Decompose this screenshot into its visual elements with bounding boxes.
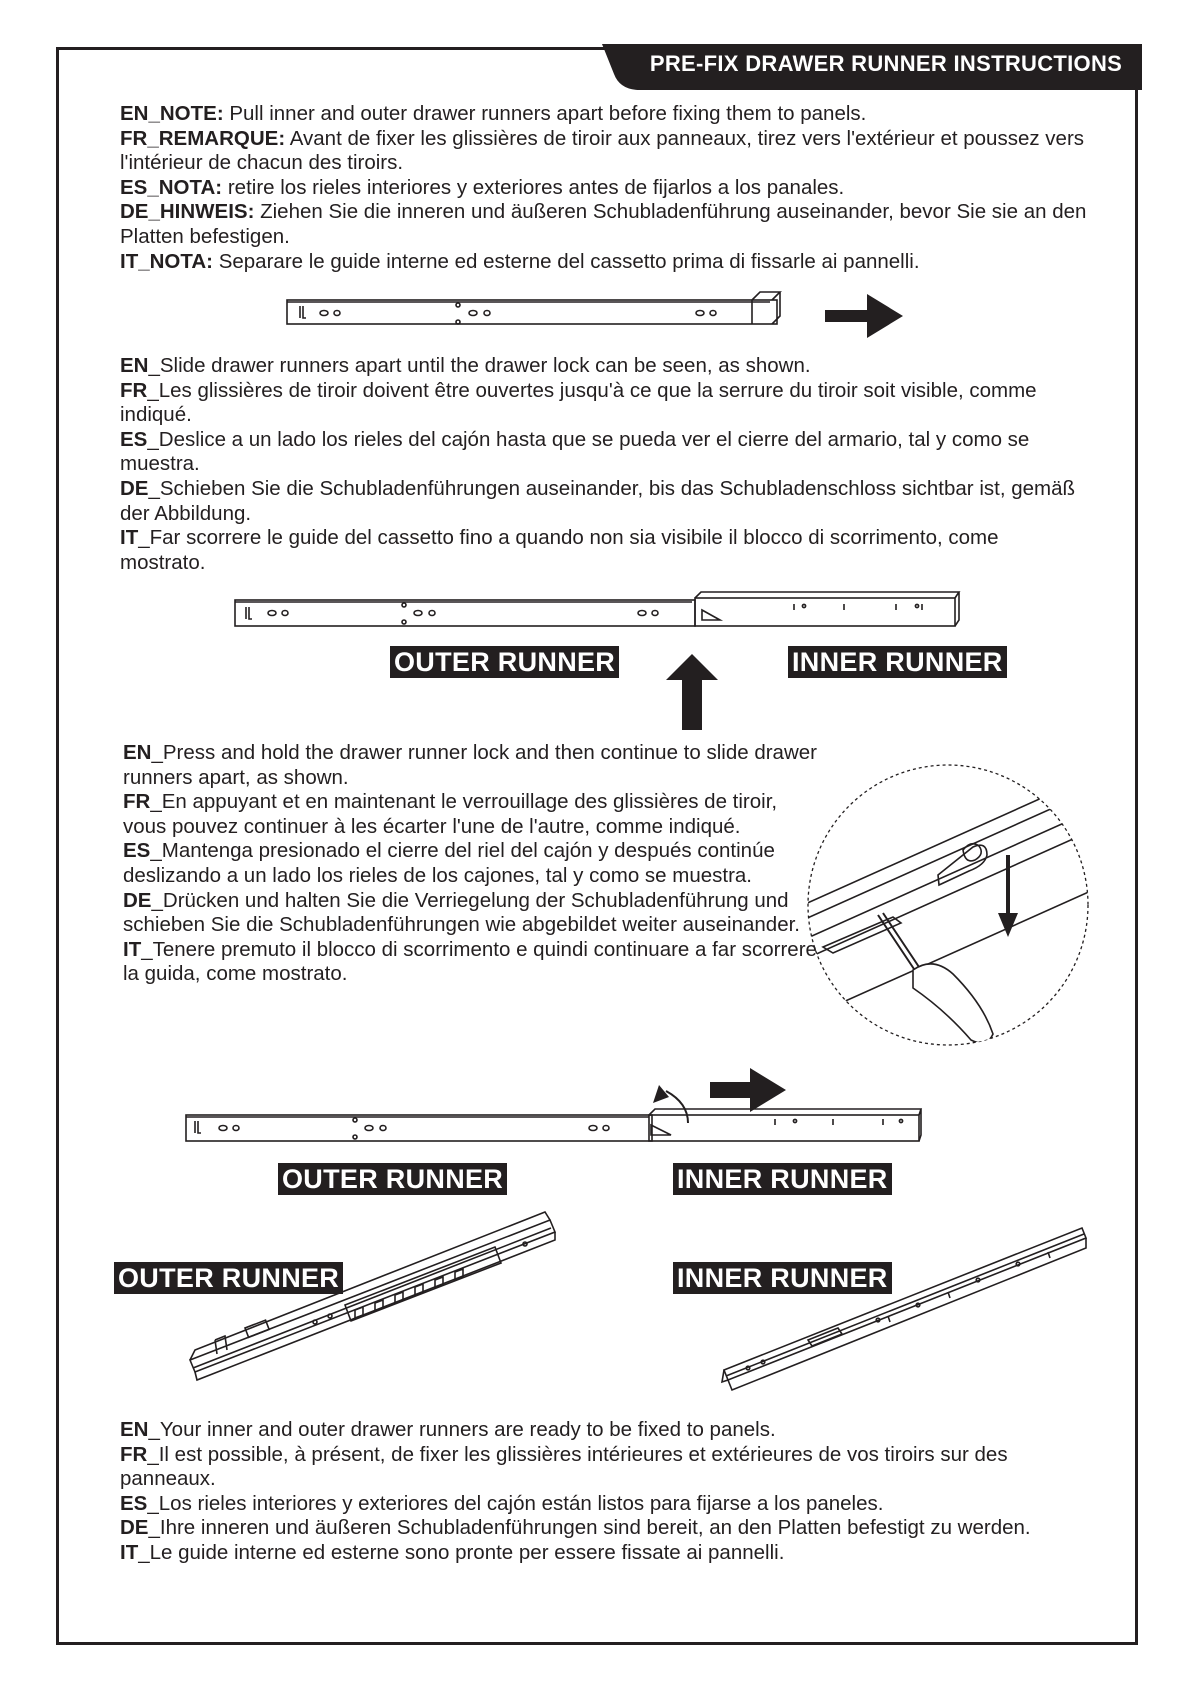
step2-it: IT_Far scorrere le guide del cassetto fino a quando non sia visibile il blocco di scorrimento, come mostrato.	[120, 526, 999, 574]
up-arrow-icon	[666, 654, 718, 730]
figure-closed-runner	[280, 290, 920, 340]
step2-fr: FR_Les glissières de tiroir doivent être ouvertes jusqu'à ce que la serrure du tiroir soit visible, comme indiqué.	[120, 378, 1037, 427]
step4-it: IT_Le guide interne ed esterne sono pronte per essere fissate ai pannelli.	[120, 1540, 785, 1564]
step3-text	[123, 741, 823, 987]
inner-runner-label-1: INNER RUNNER	[788, 646, 1007, 678]
figure-lock-detail	[803, 755, 1093, 1055]
outer-runner-label-3: OUTER RUNNER	[114, 1262, 343, 1294]
figure-outer-runner-perspective	[185, 1210, 555, 1380]
step3-de: DE_Drücken und halten Sie die Verriegelung der Schubladenführung und schieben Sie die Schubladenführungen wie abgebildet weiter auseinander.	[123, 888, 800, 937]
inner-runner-label-3: INNER RUNNER	[673, 1262, 892, 1294]
step2-de: DE_Schieben Sie die Schubladenführungen auseinander, bis das Schubladenschloss sichtbar ist, gemäß der Abbildung.	[120, 476, 1076, 525]
step4-fr: FR_Il est possible, à présent, de fixer les glissières intérieures et extérieures de vos tiroirs sur des panneaux.	[120, 1442, 1008, 1491]
outer-runner-label-1: OUTER RUNNER	[390, 646, 619, 678]
outer-runner-label-2: OUTER RUNNER	[278, 1163, 507, 1195]
step1-text	[120, 102, 1100, 274]
step2-text	[120, 354, 1080, 575]
step2-en: EN_Slide drawer runners apart until the drawer lock can be seen, as shown.	[120, 354, 811, 377]
step1-en: EN_NOTE: Pull inner and outer drawer runners apart before fixing them to panels.	[120, 102, 867, 125]
figure-inner-runner-perspective	[718, 1220, 1088, 1400]
step1-it: IT_NOTA: Separare le guide interne ed esterne del cassetto prima di fissarle ai pannelli.	[120, 249, 920, 273]
step4-de: DE_Ihre inneren und äußeren Schubladenführungen sind bereit, an den Platten befestigt zu werden.	[120, 1516, 1031, 1540]
step3-fr: FR_En appuyant et en maintenant le verrouillage des glissières de tiroir, vous pouvez continuer à les écarter l'une de l'autre, comme indiqué.	[123, 790, 778, 838]
step1-de: DE_HINWEIS: Ziehen Sie die inneren und äußeren Schubladenführung auseinander, bevor Sie sie an den Platten befestigen.	[120, 200, 1087, 248]
step3-it: IT_Tenere premuto il blocco di scorrimento e quindi continuare a far scorrere la guida, come mostrato.	[123, 937, 817, 986]
step4-es: ES_Los rieles interiores y exteriores del cajón están listos para fijarse a los paneles.	[120, 1491, 884, 1515]
step4-text	[120, 1418, 1100, 1566]
curved-arrow-icon	[653, 1085, 669, 1103]
right-arrow-icon	[825, 294, 903, 338]
step1-es: ES_NOTA: retire los rieles interiores y exteriores antes de fijarlos a los panales.	[120, 175, 845, 199]
step2-es: ES_Deslice a un lado los rieles del cajón hasta que se pueda ver el cierre del armario, tal y como se muestra.	[120, 427, 1030, 476]
step4-en: EN_Your inner and outer drawer runners are ready to be fixed to panels.	[120, 1418, 776, 1441]
figure-unlocked-runner	[183, 1063, 943, 1163]
inner-runner-label-2: INNER RUNNER	[673, 1163, 892, 1195]
step3-es: ES_Mantenga presionado el cierre del riel del cajón y después continúe deslizando a un lado los rieles de los cajones, tal y como se muestra.	[123, 839, 775, 887]
page-title: PRE-FIX DRAWER RUNNER INSTRUCTIONS	[649, 51, 1123, 76]
step3-en: EN_Press and hold the drawer runner lock and then continue to slide drawer runners apart, as shown.	[123, 741, 817, 789]
right-arrow-icon-2	[710, 1068, 786, 1112]
step1-fr: FR_REMARQUE: Avant de fixer les glissières de tiroir aux panneaux, tirez vers l'extérieur et poussez vers l'intérieur de chacun des tiroirs.	[120, 126, 1085, 175]
